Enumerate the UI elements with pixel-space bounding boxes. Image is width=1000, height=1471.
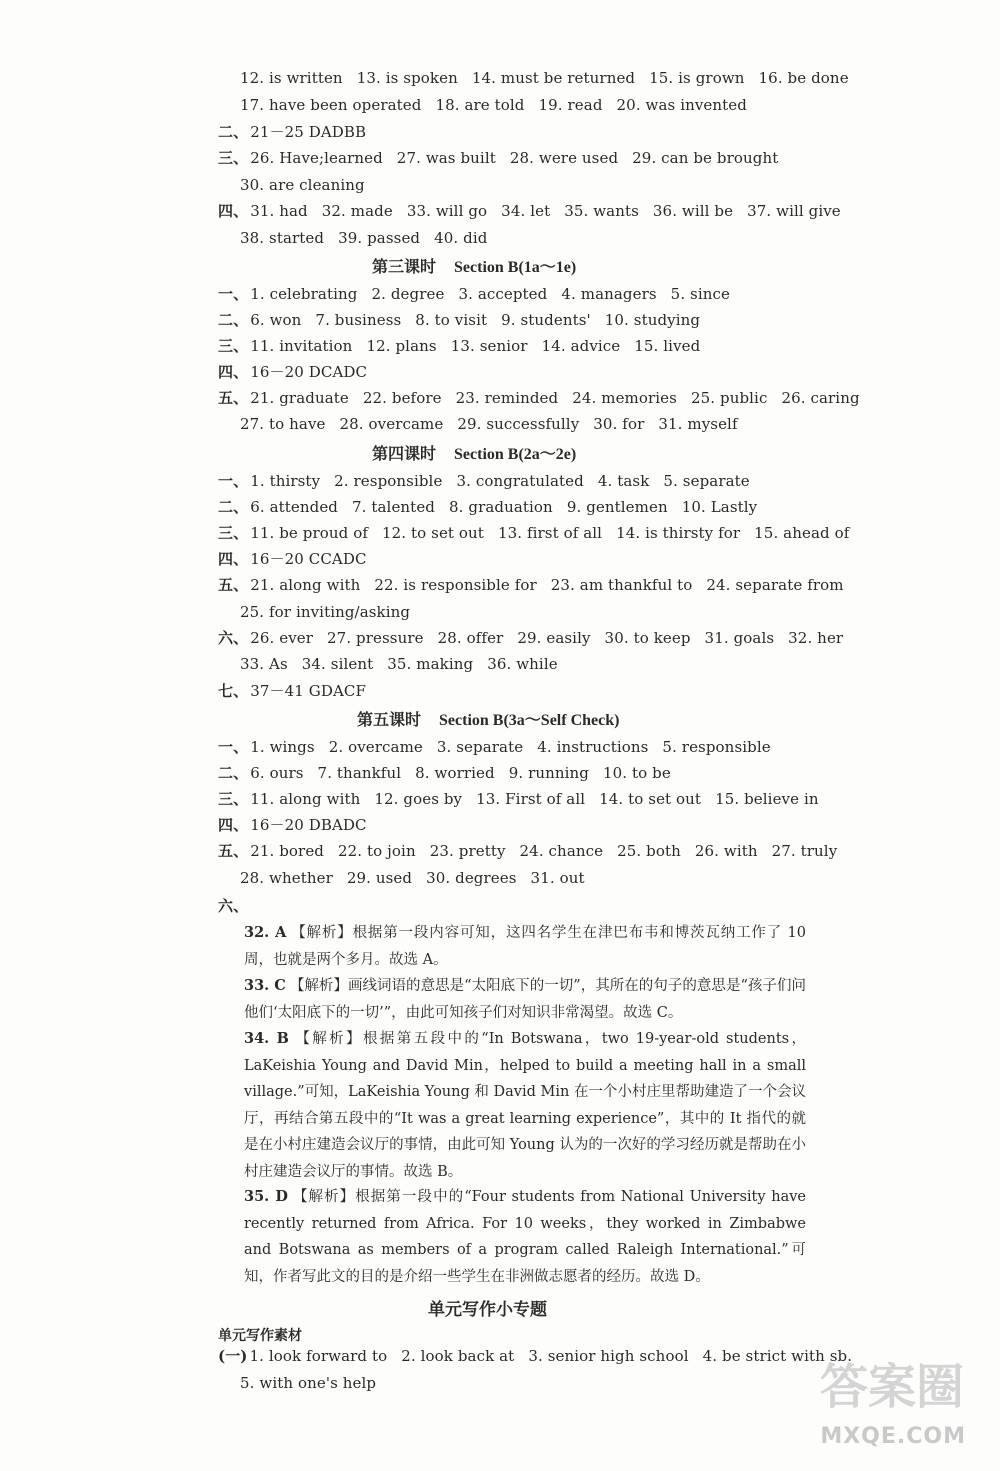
answer-item: 15. ahead of [754,524,850,542]
answer-item: 33. As [240,655,288,673]
answer-item: 34. let [501,202,551,220]
explanation-paragraph [244,1184,806,1290]
answer-item: 24. chance [519,842,604,860]
answer-item: 38. started [240,229,325,247]
answer-item: 30. are cleaning [240,176,365,194]
answer-item: 11. be proud of [250,524,368,542]
answer-line [240,868,599,888]
answer-item: 27. truly [771,842,838,860]
explanation-paragraph [244,973,806,1026]
answer-item: 6. won [250,311,302,329]
lesson-number: 第四课时 [372,446,437,463]
answer-item: 28. overcame [339,415,444,433]
answer-item: 37. will give [747,202,841,220]
answer-line [218,284,744,304]
answer-line [218,737,785,757]
answer-item: 31. goals [704,629,775,647]
question-group-number: 二、 [218,123,249,141]
answer-line [218,310,714,330]
answer-item: 29. used [346,869,413,887]
answer-item: 21. bored [250,842,325,860]
answer-item: 30. degrees [426,869,517,887]
section-label: Section B(3a～Self Check) [439,712,620,729]
answer-item: 17. have been operated [240,96,422,114]
answer-item: 30. for [593,415,645,433]
answer-item: 16－20 DBADC [250,816,367,834]
answer-item: 15. believe in [715,790,819,808]
answer-line [218,201,855,221]
answer-item: 22. is responsible for [374,576,537,594]
question-answer: 35. D [244,1188,288,1205]
answer-line [218,497,771,517]
answer-item: 22. to join [338,842,416,860]
explanation-paragraph [244,1026,806,1185]
answer-item: 3. accepted [458,285,548,303]
question-group-number: 三、 [218,149,249,167]
answer-item: 2. look back at [401,1347,515,1365]
answer-item: 21. graduate [250,389,349,407]
answer-item: 22. before [362,389,442,407]
answer-line [240,1373,390,1393]
answer-item: 16－20 DCADC [250,363,368,381]
answer-item: 29. successfully [457,415,580,433]
question-answer: 33. C [244,977,286,994]
question-group-number: 七、 [218,682,249,700]
answer-line [218,841,851,861]
question-answer: 34. B [244,1030,289,1047]
answer-item: 10. to be [603,764,671,782]
watermark [796,1351,986,1461]
answer-item: 14. advice [541,337,621,355]
answer-item: 1. look forward to [249,1347,388,1365]
answer-item: 26. with [694,842,758,860]
answer-item: 27. pressure [327,629,424,647]
question-group-number: (一) [218,1347,248,1365]
question-group-number: 三、 [218,524,249,542]
answer-line [218,336,714,356]
answer-item: 2. responsible [334,472,443,490]
answer-item: 25. both [617,842,681,860]
answer-item: 23. reminded [455,389,559,407]
answer-item: 2. overcame [328,738,423,756]
answer-item: 4. instructions [537,738,649,756]
answer-item: 28. offer [437,629,504,647]
answer-line [218,628,857,648]
question-group-number: 五、 [218,576,249,594]
answer-item: 1. celebrating [250,285,358,303]
answer-item: 25. public [690,389,768,407]
answer-item: 13. is spoken [356,69,458,87]
answer-item: 32. made [321,202,393,220]
question-answer: 32. A [244,924,287,941]
answer-item: 13. senior [450,337,528,355]
question-group-number: 一、 [218,472,249,490]
answer-item: 2. degree [371,285,445,303]
answer-line [218,388,874,408]
answer-item: 9. running [508,764,589,782]
answer-item: 8. to visit [415,311,488,329]
answer-item: 26. Have;learned [250,149,383,167]
answer-item: 26. caring [781,389,860,407]
answer-line [218,763,685,783]
answer-item: 12. is written [240,69,343,87]
explanation-text: 【解析】根据第一段内容可知，这四名学生在津巴布韦和博茨瓦纳工作了 10 周，也就是两个多月。故选 A。 [244,925,806,968]
answer-item: 15. is grown [649,69,745,87]
lesson-heading [372,441,576,464]
answer-item: 34. silent [301,655,374,673]
answer-item: 7. thankful [317,764,402,782]
question-group-number: 三、 [218,337,249,355]
answer-item: 11. along with [250,790,361,808]
answer-item: 13. first of all [497,524,603,542]
section-label: Section B(2a～2e) [454,446,577,463]
question-group-number: 四、 [218,202,249,220]
answer-item: 24. memories [572,389,677,407]
answer-item: 27. to have [240,415,326,433]
question-group-number: 四、 [218,816,249,834]
answer-line [218,896,250,916]
answer-item: 31. had [250,202,308,220]
answer-item: 14. must be returned [471,69,636,87]
answer-item: 36. while [487,655,558,673]
question-group-number: 二、 [218,764,249,782]
answer-item: 26. ever [250,629,314,647]
answer-item: 12. plans [366,337,437,355]
answer-item: 37－41 GDACF [250,682,366,700]
answer-item: 30. to keep [604,629,691,647]
answer-item: 14. is thirsty for [616,524,741,542]
answer-line [218,575,858,595]
sub-title: 单元写作素材 [218,1328,302,1344]
answer-item: 19. read [538,96,603,114]
answer-line [218,681,380,701]
watermark-text: MXQE.COM [820,1424,966,1449]
answer-item: 25. for inviting/asking [240,603,411,621]
answer-line [240,602,424,622]
question-group-number: 六、 [218,897,249,915]
answer-item: 4. be strict with sb. [702,1347,853,1365]
answer-item: 3. senior high school [528,1347,689,1365]
lesson-number: 第三课时 [372,259,437,276]
answer-item: 10. studying [604,311,701,329]
answer-item: 23. am thankful to [550,576,693,594]
question-group-number: 三、 [218,790,249,808]
answer-item: 6. ours [250,764,304,782]
answer-item: 36. will be [652,202,734,220]
answer-item: 3. separate [436,738,524,756]
answer-item: 5. separate [663,472,750,490]
answer-item: 29. easily [517,629,591,647]
answer-item: 28. whether [240,869,333,887]
answer-item: 16. be done [758,69,849,87]
section-label: Section B(1a～1e) [454,259,577,276]
answer-item: 13. First of all [476,790,586,808]
answer-item: 8. worried [415,764,495,782]
answer-item: 5. responsible [662,738,771,756]
answer-line [218,122,380,142]
answer-item: 14. to set out [599,790,702,808]
answer-item: 21. along with [250,576,361,594]
explanation-text: 【解析】根据第一段中的“Four students from National University have recently returned from Africa. For 10 weeks，they worked in Zimbabwe and Botswana as members of a program called Raleigh International.”可知，作者写此文的目的是介绍一些学生在非洲做志愿者的经历。故选 D。 [244,1189,806,1285]
question-group-number: 五、 [218,389,249,407]
question-group-number: 四、 [218,550,249,568]
answer-line [218,362,381,382]
answer-line [240,654,572,674]
answer-item: 9. students' [501,311,591,329]
answer-item: 35. wants [564,202,639,220]
answer-item: 31. out [530,869,585,887]
answer-item: 7. talented [352,498,435,516]
answer-item: 1. wings [250,738,315,756]
answer-line [218,789,833,809]
lesson-heading [357,707,619,730]
answer-item: 35. making [387,655,474,673]
answer-line [218,148,792,168]
answer-item: 8. graduation [449,498,553,516]
answer-item: 18. are told [435,96,525,114]
question-group-number: 二、 [218,311,249,329]
answer-item: 4. managers [561,285,657,303]
answer-line [218,471,764,491]
lesson-heading [372,254,576,277]
answer-item: 27. was built [396,149,496,167]
answer-item: 6. attended [250,498,338,516]
answer-item: 32. her [788,629,844,647]
question-group-number: 一、 [218,738,249,756]
lesson-number: 第五课时 [357,712,422,729]
question-group-number: 一、 [218,285,249,303]
answer-line [240,175,379,195]
section-title: 单元写作小专题 [428,1300,547,1319]
watermark-logo: 答案圈 [819,1359,964,1415]
question-group-number: 四、 [218,363,249,381]
answer-item: 12. to set out [382,524,484,542]
answer-item: 5. since [670,285,730,303]
answer-line [240,95,761,115]
answer-line [218,549,381,569]
answer-item: 4. task [597,472,650,490]
explanation-text: 【解析】根据第五段中的“In Botswana，two 19-year-old students，LaKeishia Young and David Min，helped to build a meeting hall in a small village.”可知，LaKeishia Young 和 David Min 在一个小村庄里帮助建造了一个会议厅，再结合第五段中的“It was a great learning experience”，其中的 It 指代的就是在小村庄建造会议厅的事情，由此可知 Young 认为的一次好的学习经历就是帮助在小村庄建造会议厅的事情。故选 B。 [244,1031,806,1180]
answer-item: 39. passed [338,229,421,247]
question-group-number: 五、 [218,842,249,860]
answer-item: 40. did [434,229,488,247]
answer-item: 10. Lastly [681,498,758,516]
answer-item: 15. lived [634,337,701,355]
answer-item: 7. business [315,311,402,329]
answer-item: 12. goes by [374,790,463,808]
explanation-text: 【解析】画线词语的意思是“太阳底下的一切”，其所在的句子的意思是“孩子们问他们‘太阳底下的一切’”，由此可知孩子们对知识非常渴望。故选 C。 [244,978,806,1021]
answer-item: 31. myself [658,415,738,433]
answer-item: 28. were used [509,149,619,167]
answer-item: 20. was invented [616,96,747,114]
answer-line [218,815,381,835]
answer-item: 9. gentlemen [566,498,668,516]
question-group-number: 二、 [218,498,249,516]
answer-item: 23. pretty [429,842,506,860]
answer-line [218,1346,866,1366]
answer-item: 24. separate from [706,576,844,594]
answer-item: 21－25 DADBB [250,123,367,141]
answer-line [240,228,501,248]
answer-line [240,68,863,88]
answer-line [218,523,863,543]
answer-item: 1. thirsty [250,472,321,490]
answer-item: 5. with one's help [240,1374,377,1392]
answer-line [240,414,752,434]
answer-item: 29. can be brought [632,149,779,167]
answer-item: 33. will go [406,202,488,220]
answer-item: 16－20 CCADC [250,550,367,568]
answer-item: 11. invitation [250,337,353,355]
answer-item: 3. congratulated [456,472,584,490]
explanation-paragraph [244,920,806,973]
question-group-number: 六、 [218,629,249,647]
